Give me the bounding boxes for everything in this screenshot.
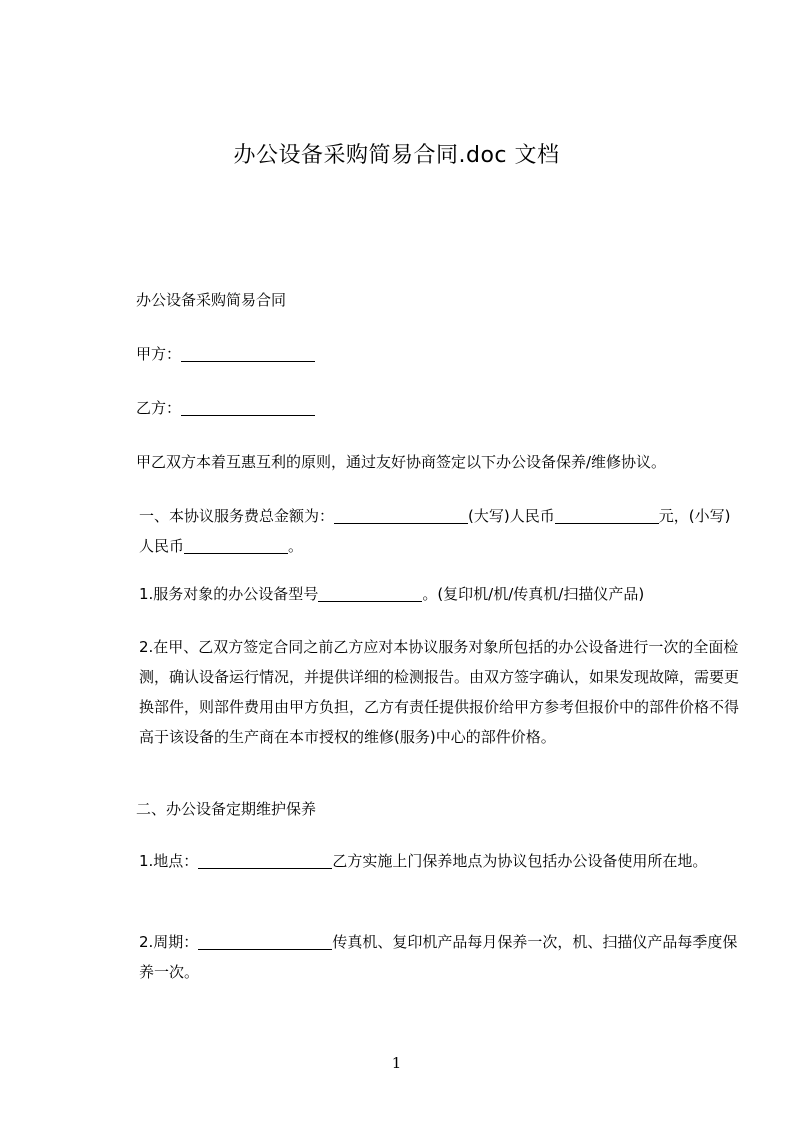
fee-uppercase-blank — [555, 507, 659, 524]
fee-uppercase-label: (大写)人民币 — [468, 507, 555, 525]
party-a-label: 甲方： — [136, 345, 182, 363]
location-label: 1.地点： — [139, 852, 199, 870]
period-label: 2.周期： — [139, 933, 199, 951]
period-text: 传真机、复印机产品每月保养一次，机、扫描仪产品每季度保养一次。 — [139, 933, 738, 981]
section1-fee-paragraph — [105, 501, 743, 561]
location-text: 乙方实施上门保养地点为协议包括办公设备使用所在地。 — [332, 852, 708, 870]
fee-lowercase-label: (小写)人民币 — [139, 507, 731, 555]
item1-products: 。(复印机/机/传真机/扫描仪产品) — [422, 585, 645, 603]
item1-model-blank — [318, 585, 422, 602]
party-b-label: 乙方： — [136, 399, 182, 417]
party-a-line — [105, 339, 740, 369]
item1-label: 1.服务对象的办公设备型号 — [139, 585, 319, 603]
section1-item2: 2.在甲、乙双方签定合同之前乙方应对本协议服务对象所包括的办公设备进行一次的全面检测，确认设备运行情况，并提供详细的检测报告。由双方签字确认，如果发现故障，需要更换部件，则部件费用由甲方负担，乙方有责任提供报价给甲方参考但报价中的部件价格不得高于该设备的生产商在本市授权的维修(服务)中心的部件价格。 — [139, 638, 740, 746]
party-b-blank — [181, 399, 315, 416]
contract-name: 办公设备采购简易合同 — [136, 291, 287, 309]
fee-blank — [334, 507, 468, 524]
section1-item1 — [105, 579, 743, 609]
intro-paragraph: 甲乙双方本着互惠互利的原则，通过友好协商签定以下办公设备保养/维修协议。 — [136, 453, 667, 471]
location-blank — [198, 852, 332, 869]
page-number: 1 — [391, 1054, 402, 1072]
page-title: 办公设备采购简易合同.doc 文档 — [233, 143, 560, 168]
section2-heading: 二、办公设备定期维护保养 — [136, 800, 317, 818]
period-blank — [198, 933, 332, 950]
fee-unit: 元， — [658, 507, 689, 525]
party-b-line — [105, 393, 740, 423]
party-a-blank — [181, 345, 315, 362]
fee-label: 一、本协议服务费总金额为： — [139, 507, 335, 525]
fee-end: 。 — [288, 537, 304, 555]
fee-lowercase-blank — [184, 537, 288, 554]
section2-item2 — [105, 927, 743, 987]
section2-item1 — [105, 846, 743, 876]
